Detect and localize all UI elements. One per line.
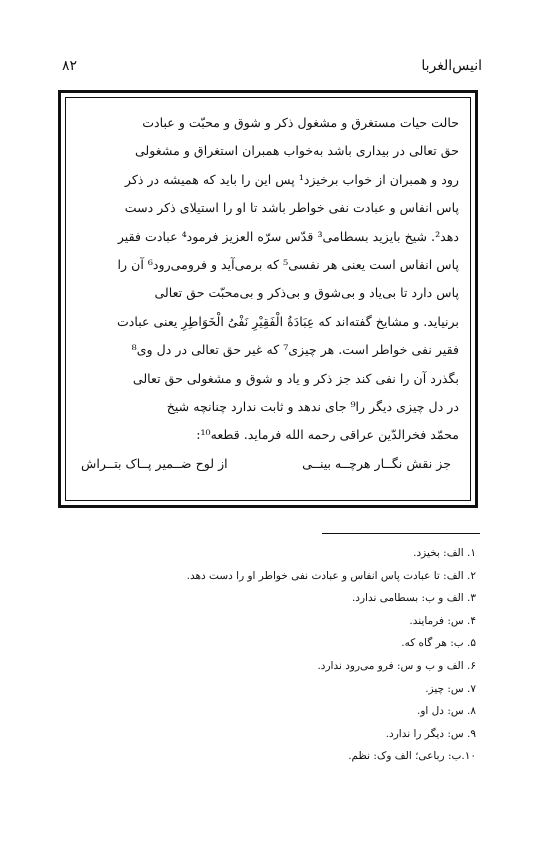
footnote: ۲. الف: تا عبادت پاس انفاس و عبادت نفی خواطر او را دست دهد. [186, 569, 476, 582]
text-line: محمّد فخرالدّین عراقی رحمه الله فرماید. قطعه¹⁰: [196, 427, 459, 443]
page-header [62, 58, 482, 80]
text-line: بگذرد آن را نفی کند جز ذکر و یاد و شوق و مشغولی حق تعالی [132, 370, 459, 386]
book-title: انیس‌الغربا [421, 58, 482, 74]
text-line: حق تعالی در بیداری باشد به‌خواب همبران استغراق و مشغولی [134, 143, 459, 159]
footnote: ۱. الف: بخیزد. [413, 547, 476, 559]
footnote-separator [322, 533, 480, 534]
text-line: فقیر نفی خواطر است. هر چیزی⁷ که غیر حق تعالی در دل وی⁸ [131, 342, 459, 358]
text-line: دهد². شیخ بایزید بسطامی³ قدّس سرّه العزیز فرمود⁴ عبادت فقیر [117, 228, 459, 244]
text-line: برنیاید. و مشایخ گفته‌اند که عِبَادَةُ الْفَقِیْرِ نَفْیُ الْخَوَاطِرِ یعنی عبادت [116, 313, 459, 329]
text-line: در دل چیزی دیگر را⁹ جای ندهد و ثابت ندارد چنانچه شیخ [166, 398, 459, 414]
poem-hemistich-second: از لوح ضــمیر پــاک بتــراش [81, 455, 228, 471]
poem-hemistich-first: جز نقش نگــار هرچــه بینــی [302, 455, 451, 471]
page-number: ۸۲ [62, 58, 78, 74]
footnotes [60, 542, 476, 768]
footnote: ۷. س: چیز. [425, 682, 476, 695]
poem-verse [77, 450, 459, 478]
footnote: ۶. الف و ب و س: فرو می‌رود ندارد. [317, 659, 476, 672]
footnote: ۴. س: فرمایند. [409, 614, 476, 627]
footnote: ۸. س: دل او. [417, 705, 476, 718]
text-line: رود و همبران از خواب برخیزد¹ پس این را باید که همیشه در ذکر [124, 171, 459, 187]
text-line: پاس دارد تا بی‌یاد و بی‌شوق و بی‌ذکر و بی‌محبّت حق تعالی [154, 285, 459, 301]
footnote: ۳. الف و ب: بسطامی ندارد. [351, 592, 476, 605]
text-line: پاس انفاس و عبادت نفی خواطر باشد تا او را استیلای ذکر دست [124, 200, 459, 216]
main-text [77, 109, 459, 478]
footnote: ۹. س: دیگر را ندارد. [385, 727, 476, 740]
text-frame [58, 90, 478, 508]
footnote: ۱۰.ب: رباعی؛ الف وک: نظم. [348, 750, 476, 763]
text-line: حالت حیات مستغرق و مشغول ذکر و شوق و محبّت و عبادت [142, 115, 459, 130]
footnote: ۵. ب: هر گاه که. [401, 637, 476, 650]
text-line: پاس انفاس است یعنی هر نفسی⁵ که برمی‌آید و فرومی‌رود⁶ آن را [117, 256, 459, 272]
